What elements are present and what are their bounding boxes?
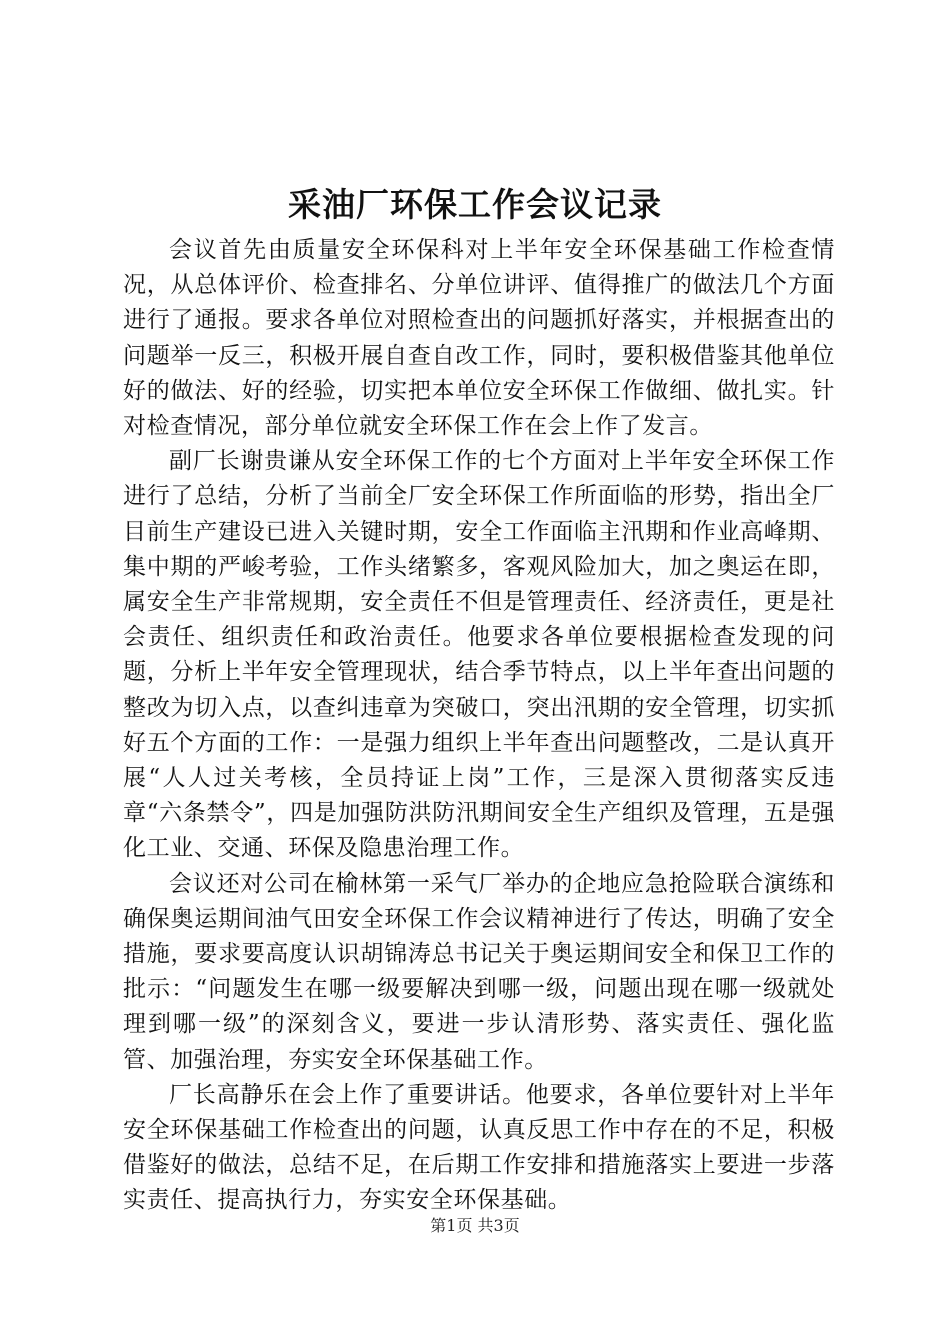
document-title: 采油厂环保工作会议记录 xyxy=(288,185,662,224)
paragraph-2: 副厂长谢贵谦从安全环保工作的七个方面对上半年安全环保工作进行了总结，分析了当前全厂安全环保工作所面临的形势，指出全厂目前生产建设已进入关键时期，安全工作面临主汛期和作业高峰期、集中期的严峻考验，工作头绪繁多，客观风险加大，加之奥运在即，属安全生产非常规期，安全责任不但是管理责任、经济责任，更是社会责任、组织责任和政治责任。他要求各单位要根据检查发现的问题，分析上半年安全管理现状，结合季节特点，以上半年查出问题的整改为切入点，以查纠违章为突破口，突出汛期的安全管理，切实抓好五个方面的工作：一是强力组织上半年查出问题整改，二是认真开展“人人过关考核，全员持证上岗”工作，三是深入贯彻落实反违章“六条禁令”，四是加强防洪防汛期间安全生产组织及管理，五是强化工业、交通、环保及隐患治理工作。 xyxy=(123,448,835,862)
paragraph-3: 会议还对公司在榆林第一采气厂举办的企地应急抢险联合演练和确保奥运期间油气田安全环保工作会议精神进行了传达，明确了安全措施，要求要高度认识胡锦涛总书记关于奥运期间安全和保卫工作的批示：“问题发生在哪一级要解决到哪一级，问题出现在哪一级就处理到哪一级”的深刻含义，要进一步认清形势、落实责任、强化监管、加强治理，夯实安全环保基础工作。 xyxy=(123,870,835,1073)
paragraph-1: 会议首先由质量安全环保科对上半年安全环保基础工作检查情况，从总体评价、检查排名、分单位讲评、值得推广的做法几个方面进行了通报。要求各单位对照检查出的问题抓好落实，并根据查出的问题举一反三，积极开展自查自改工作，同时，要积极借鉴其他单位好的做法、好的经验，切实把本单位安全环保工作做细、做扎实。针对检查情况，部分单位就安全环保工作在会上作了发言。 xyxy=(123,237,835,440)
paragraph-4: 厂长高静乐在会上作了重要讲话。他要求，各单位要针对上半年安全环保基础工作检查出的问题，认真反思工作中存在的不足，积极借鉴好的做法，总结不足，在后期工作安排和措施落实上要进一步落实责任、提高执行力，夯实安全环保基础。 xyxy=(123,1081,835,1214)
document-body xyxy=(123,233,835,1219)
page-footer: 第1页 共3页 xyxy=(430,1216,520,1235)
